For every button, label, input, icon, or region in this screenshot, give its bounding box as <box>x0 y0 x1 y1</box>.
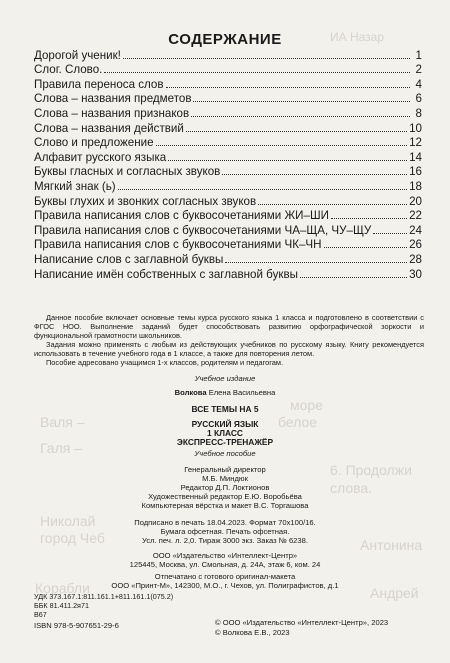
kind-title: ЭКСПРЕСС-ТРЕНАЖЁР <box>176 437 274 447</box>
print-line: Подписано в печать 18.04.2023. Формат 70х100/16. <box>134 518 316 527</box>
print-info <box>0 518 450 545</box>
toc-leader-dots <box>373 233 407 234</box>
intro-paragraph-2: Задания можно применять с любым из действующих учебников по русскому языку. Книгу рекомендуется использовать в течение учебного года в 1 классе, а также для повторения летом. <box>34 340 424 358</box>
toc-leader-dots <box>191 116 410 117</box>
toc-leader-dots <box>225 262 407 263</box>
toc-entry-page: 2 <box>415 63 422 77</box>
toc-leader-dots <box>324 247 408 248</box>
toc-entry-title: Написание имён собственных с заглавной буквы <box>34 267 298 281</box>
toc-entry <box>34 251 422 266</box>
manual-type: Учебное пособие <box>194 449 256 458</box>
grade-title: 1 КЛАСС <box>207 428 243 438</box>
toc-entry-title: Слог. Слово. <box>34 63 103 77</box>
showthrough-1: ИА Назар <box>330 30 385 44</box>
publisher-line: 125445, Москва, ул. Смольная, д. 24А, этаж 6, ком. 24 <box>129 560 321 569</box>
isbn: ISBN 978-5-907651-29-6 <box>34 621 119 630</box>
toc-leader-dots <box>168 160 407 161</box>
toc-entry-title: Правила написания слов с буквосочетаниями ЧК–ЧН <box>34 238 322 252</box>
showthrough-10: Антонина <box>360 537 423 553</box>
table-of-contents <box>34 47 422 281</box>
author-name: Елена Васильевна <box>208 388 276 397</box>
toc-entry-page: 16 <box>409 165 422 179</box>
subject-title: РУССКИЙ ЯЗЫК <box>191 419 259 429</box>
toc-entry-page: 28 <box>409 252 422 266</box>
toc-entry-title: Буквы глухих и звонких согласных звуков <box>34 194 257 208</box>
toc-entry-page: 30 <box>409 267 422 281</box>
toc-entry-title: Правила написания слов с буквосочетаниями ЖИ–ШИ <box>34 209 329 223</box>
toc-entry <box>34 76 422 91</box>
showthrough-11: Корабли <box>35 580 90 596</box>
copyright-line: © ООО «Издательство «Интеллект-Центр», 2023 <box>215 618 389 627</box>
print-line: Бумага офсетная. Печать офсетная. <box>160 527 290 536</box>
author-surname: Волкова <box>174 388 207 397</box>
toc-leader-dots <box>156 145 408 146</box>
toc-entry-page: 8 <box>415 106 422 120</box>
toc-entry-page: 12 <box>409 136 422 150</box>
staff-line: М.Б. Миндюк <box>202 474 248 483</box>
toc-entry-title: Написание слов с заглавной буквы <box>34 252 224 266</box>
toc-entry-title: Слова – названия действий <box>34 121 184 135</box>
toc-entry <box>34 164 422 179</box>
toc-entry-page: 22 <box>409 209 422 223</box>
toc-entry-page: 26 <box>409 238 422 252</box>
toc-entry-title: Буквы гласных и согласных звуков <box>34 165 221 179</box>
toc-entry <box>34 47 422 62</box>
publisher-line: ООО «Издательство «Интеллект-Центр» <box>152 551 298 560</box>
printer-line: Отпечатано с готового оригинал-макета <box>154 572 296 581</box>
toc-entry-page: 14 <box>409 150 422 164</box>
showthrough-12: Андрей <box>370 585 419 601</box>
showthrough-2: море <box>290 397 323 413</box>
toc-entry <box>34 193 422 208</box>
toc-entry-title: Правила написания слов с буквосочетаниями ЧА–ЩА, ЧУ–ЩУ <box>34 223 372 237</box>
toc-entry <box>34 208 422 223</box>
toc-leader-dots <box>300 277 407 278</box>
toc-leader-dots <box>123 58 410 59</box>
toc-entry <box>34 149 422 164</box>
toc-leader-dots <box>104 72 410 73</box>
toc-entry-page: 20 <box>409 194 422 208</box>
showthrough-5: Галя – <box>40 440 83 456</box>
contents-heading: СОДЕРЖАНИЕ <box>168 31 282 48</box>
toc-entry-title: Дорогой ученик! <box>34 48 121 62</box>
toc-entry-title: Слова – названия признаков <box>34 106 190 120</box>
toc-entry <box>34 91 422 106</box>
staff-line: Компьютерная вёрстка и макет В.С. Торгашова <box>141 501 309 510</box>
toc-entry-page: 6 <box>415 92 422 106</box>
toc-leader-dots <box>222 174 407 175</box>
toc-entry-page: 24 <box>409 223 422 237</box>
bbk-code: ББК 81.411.2я71 <box>34 601 89 610</box>
toc-leader-dots <box>186 131 407 132</box>
showthrough-4: Валя – <box>40 414 85 430</box>
toc-leader-dots <box>258 204 407 205</box>
copyright-line: © Волкова Е.В., 2023 <box>215 627 290 637</box>
staff-list <box>0 465 450 510</box>
toc-entry-title: Слово и предложение <box>34 136 154 150</box>
toc-entry <box>34 222 422 237</box>
toc-entry <box>34 105 422 120</box>
author-line <box>0 388 450 397</box>
print-line: Усл. печ. л. 2,0. Тираж 3000 экз. Заказ № 6238. <box>142 536 308 545</box>
library-codes <box>34 592 173 619</box>
staff-line: Художественный редактор Е.Ю. Воробьёва <box>148 492 302 501</box>
intro-paragraph-1: Данное пособие включает основные темы курса русского языка 1 класса и подготовлено в соответствии с ФГОС НОО. Выполнение заданий будет способствовать развитию орфографической зоркости и функциональной грамотности школьников. <box>34 313 424 340</box>
toc-entry-title: Мягкий знак (ь) <box>34 179 116 193</box>
toc-entry <box>34 178 422 193</box>
toc-leader-dots <box>193 101 410 102</box>
showthrough-8: Николай <box>40 513 96 529</box>
showthrough-9: город Чеб <box>40 530 105 546</box>
showthrough-7: слова. <box>330 480 373 496</box>
edition-type: Учебное издание <box>194 374 256 383</box>
showthrough-3: белое <box>278 414 318 430</box>
toc-leader-dots <box>166 87 410 88</box>
staff-line: Генеральный директор <box>184 465 266 474</box>
toc-entry-title: Правила переноса слов <box>34 77 164 91</box>
toc-entry <box>34 62 422 77</box>
toc-entry-page: 18 <box>409 179 422 193</box>
toc-entry-page: 1 <box>415 48 422 62</box>
toc-entry <box>34 135 422 150</box>
toc-entry-title: Слова – названия предметов <box>34 92 192 106</box>
toc-entry <box>34 266 422 281</box>
printer-line: ООО «Принт-М», 142300, М.О., г. Чехов, ул. Полиграфистов, д.1 <box>111 581 339 590</box>
author-mark: В67 <box>34 610 47 619</box>
toc-leader-dots <box>331 218 407 219</box>
toc-entry-title: Алфавит русского языка <box>34 150 167 164</box>
toc-entry <box>34 120 422 135</box>
toc-entry-page: 4 <box>415 77 422 91</box>
series-title: ВСЕ ТЕМЫ НА 5 <box>191 404 259 414</box>
toc-entry <box>34 237 422 252</box>
showthrough-6: 6. Продолжи <box>330 462 412 478</box>
copyright-block <box>215 618 388 637</box>
intro-paragraph-3: Пособие адресовано учащимся 1-х классов, родителям и педагогам. <box>46 358 284 367</box>
toc-leader-dots <box>118 189 407 190</box>
staff-line: Редактор Д.П. Локтионов <box>180 483 270 492</box>
udk-code: УДК 373.167.1:811.161.1+811.161.1(075.2) <box>34 592 174 601</box>
toc-entry-page: 10 <box>409 121 422 135</box>
publisher-info <box>0 551 450 569</box>
printer-info <box>0 572 450 590</box>
